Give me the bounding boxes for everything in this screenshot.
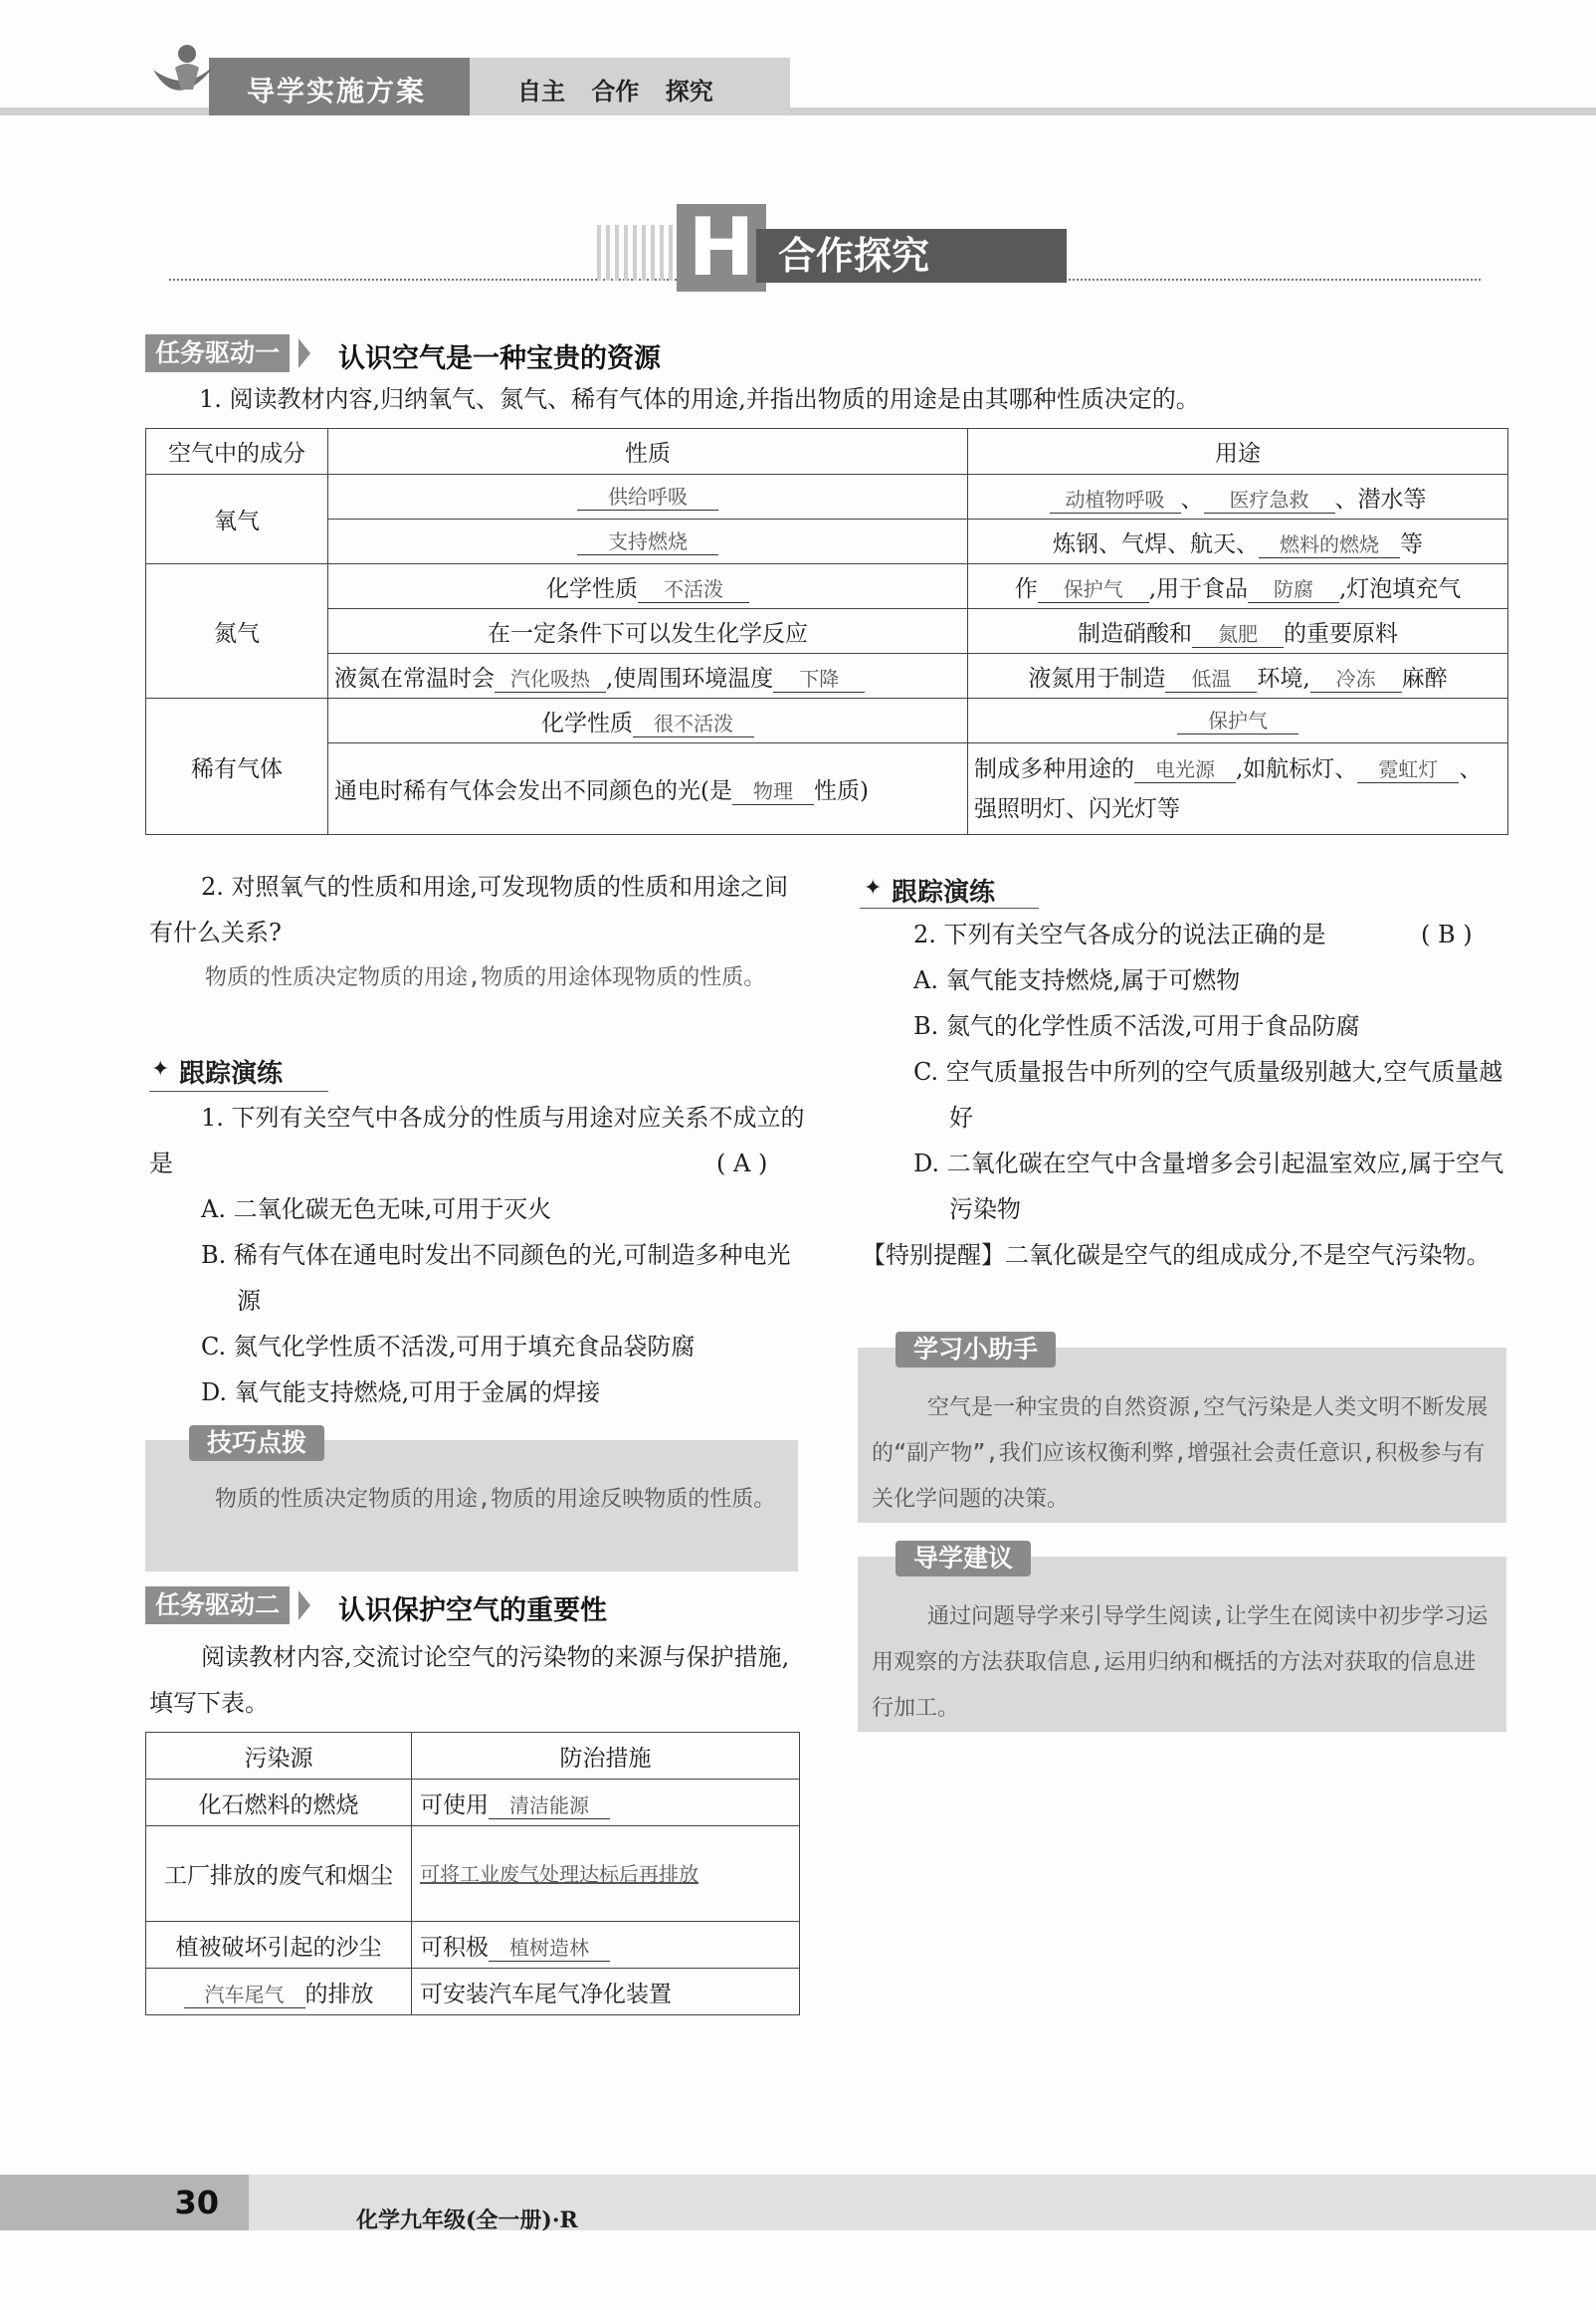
task-title-2: 认识保护空气的重要性 — [338, 1595, 607, 1626]
option: B. 稀有气体在通电时发出不同颜色的光,可制造多种电光源 — [201, 1241, 791, 1315]
task-title-1: 认识空气是一种宝贵的资源 — [338, 343, 661, 374]
task-arrow-icon — [299, 1590, 310, 1620]
answer-blank: 保护气 — [1038, 576, 1149, 603]
answer-blank: 植树造林 — [489, 1935, 610, 1962]
diamond-icon: ✦ — [864, 876, 883, 901]
table-cell — [968, 475, 1508, 520]
table-cell — [328, 520, 968, 564]
track-label-2: 跟踪演练 — [892, 878, 996, 908]
track-answer-2: ( B ) — [1421, 921, 1473, 948]
table-cell — [146, 1969, 412, 2015]
answer-blank: 汽车尾气 — [184, 1982, 305, 2008]
table-cell — [412, 1922, 800, 1969]
cell-text: 制造硝酸和 — [1078, 620, 1192, 647]
cell-text: 可使用 — [420, 1791, 489, 1818]
table-cell — [412, 1780, 800, 1826]
cell-text: 强照明灯、闪光灯等 — [974, 795, 1180, 822]
answer-blank: 燃料的燃烧 — [1259, 531, 1400, 558]
table-cell — [328, 475, 968, 520]
table-cell — [968, 654, 1508, 699]
answer-blank: 很不活泼 — [633, 711, 754, 737]
track-answer-1: ( A ) — [716, 1150, 768, 1177]
helper-text: 空气是一种宝贵的自然资源,空气污染是人类文明不断发展的“副产物”,我们应该权衡利弊,增强社会责任意识,积极参与有关化学问题的决策。 — [872, 1395, 1489, 1512]
table-cell — [328, 743, 968, 835]
cell-text: 的排放 — [304, 1981, 374, 2007]
logo-icon — [149, 40, 223, 115]
table-header: 性质 — [328, 429, 968, 475]
cell-text: 化学性质 — [541, 710, 633, 736]
helper-label: 学习小助手 — [896, 1332, 1056, 1367]
task2-intro: 阅读教材内容,交流讨论空气的污染物的来源与保护措施,填写下表。 — [149, 1643, 790, 1717]
cell-text: 液氮在常温时会 — [334, 665, 495, 692]
answer-blank: 动植物呼吸 — [1050, 487, 1181, 514]
cell-text: 可积极 — [420, 1934, 489, 1961]
cell-text: 、潜水等 — [1334, 486, 1427, 513]
question-1: 1. 阅读教材内容,归纳氧气、氮气、稀有气体的用途,并指出物质的用途是由其哪种性质决定的。 — [199, 385, 1200, 413]
cell-text: 环境, — [1257, 665, 1310, 692]
table-cell: 工厂排放的废气和烟尘 — [146, 1826, 412, 1922]
table-cell — [968, 564, 1508, 609]
option: A. 二氧化碳无色无味,可用于灭火 — [201, 1195, 552, 1223]
answer-blank: 霓虹灯 — [1357, 756, 1459, 783]
table-cell — [968, 699, 1508, 743]
option: C. 氮气化学性质不活泼,可用于填充食品袋防腐 — [201, 1333, 696, 1361]
table-cell: 化石燃料的燃烧 — [146, 1780, 412, 1826]
answer-blank: 医疗急救 — [1204, 487, 1335, 514]
table-cell — [328, 564, 968, 609]
cell-text: 制成多种用途的 — [974, 755, 1134, 782]
answer-blank: 保护气 — [1177, 708, 1298, 735]
table-cell — [968, 520, 1508, 564]
table-cell — [328, 654, 968, 699]
advice-label: 导学建议 — [896, 1541, 1031, 1576]
option: C. 空气质量报告中所列的空气质量级别越大,空气质量越好 — [913, 1058, 1503, 1132]
table-cell — [328, 699, 968, 743]
question-2: 2. 对照氧气的性质和用途,可发现物质的性质和用途之间有什么关系? — [149, 873, 789, 946]
answer-blank: 冷冻 — [1310, 666, 1402, 693]
option: D. 二氧化碳在空气中含量增多会引起温室效应,属于空气污染物 — [913, 1150, 1504, 1223]
track-question-2: 2. 下列有关空气各成分的说法正确的是 — [913, 921, 1326, 948]
header-subtitle: 自主 合作 探究 — [517, 78, 713, 105]
page-number: 30 — [0, 2175, 249, 2230]
cell-text: ,使周围环境温度 — [606, 665, 774, 692]
cell-text: ,灯泡填充气 — [1339, 575, 1462, 602]
header-title: 导学实施方案 — [247, 75, 427, 107]
cell-text: 液氮用于制造 — [1028, 665, 1166, 692]
cell-text: 、 — [1180, 486, 1204, 513]
answer-blank: 低温 — [1165, 666, 1257, 693]
air-components-table — [145, 428, 1508, 835]
answer-blank: 电光源 — [1134, 756, 1236, 783]
tip-label: 技巧点拨 — [189, 1425, 324, 1461]
table-cell: 可将工业废气处理达标后再排放 — [412, 1826, 800, 1922]
tip-text: 物质的性质决定物质的用途,物质的用途反映物质的性质。 — [215, 1487, 776, 1512]
row-label-noble-gas: 稀有气体 — [146, 699, 328, 835]
answer-blank: 支持燃烧 — [577, 528, 718, 555]
answer-blank: 不活泼 — [638, 576, 749, 603]
answer-blank: 供给呼吸 — [577, 484, 718, 511]
table-cell — [968, 609, 1508, 654]
task-arrow-icon — [299, 338, 310, 368]
cell-text: 通电时稀有气体会发出不同颜色的光(是 — [334, 778, 732, 804]
pollution-table — [145, 1732, 800, 2015]
table-cell: 植被破坏引起的沙尘 — [146, 1922, 412, 1969]
banner-stripes — [597, 225, 677, 281]
section-title: 合作探究 — [756, 229, 1067, 283]
table-cell — [968, 743, 1508, 835]
answer-blank: 防腐 — [1248, 576, 1339, 603]
banner-letter: H — [677, 204, 766, 292]
table-header: 污染源 — [146, 1733, 412, 1780]
answer-blank: 清洁能源 — [489, 1792, 610, 1819]
answer-blank: 物理 — [732, 778, 814, 805]
cell-text: 性质) — [813, 778, 869, 804]
option: B. 氮气的化学性质不活泼,可用于食品防腐 — [913, 1012, 1360, 1040]
track-label-1: 跟踪演练 — [179, 1059, 284, 1089]
table-header: 防治措施 — [412, 1733, 800, 1780]
task-tag-1: 任务驱动一 — [145, 334, 290, 372]
track-underline — [860, 908, 1039, 909]
cell-text: 麻醉 — [1401, 665, 1448, 692]
table-cell: 在一定条件下可以发生化学反应 — [328, 609, 968, 654]
option: A. 氧气能支持燃烧,属于可燃物 — [913, 966, 1241, 994]
table-cell: 可安装汽车尾气净化装置 — [412, 1969, 800, 2015]
cell-text: 等 — [1400, 530, 1423, 557]
cell-text: 炼钢、气焊、航天、 — [1053, 530, 1259, 557]
diamond-icon: ✦ — [151, 1057, 170, 1082]
question-2-answer: 物质的性质决定物质的用途,物质的用途体现物质的性质。 — [205, 965, 766, 990]
track-question-1: 1. 下列有关空气中各成分的性质与用途对应关系不成立的是 — [149, 1104, 805, 1177]
table-header: 空气中的成分 — [146, 429, 328, 475]
cell-text: 的重要原料 — [1284, 620, 1398, 647]
row-label-oxygen: 氧气 — [146, 475, 328, 564]
cell-text: ,如航标灯、 — [1236, 755, 1358, 782]
cell-text: 、 — [1459, 755, 1483, 782]
answer-blank: 下降 — [773, 666, 865, 693]
special-reminder: 【特别提醒】二氧化碳是空气的组成成分,不是空气污染物。 — [862, 1241, 1491, 1269]
cell-text: 作 — [1014, 575, 1038, 602]
answer-blank: 氮肥 — [1192, 621, 1284, 648]
table-header: 用途 — [968, 429, 1508, 475]
track-underline — [149, 1091, 328, 1092]
row-label-nitrogen: 氮气 — [146, 564, 328, 699]
book-title: 化学九年级(全一册)·R — [356, 2207, 578, 2233]
cell-text: ,用于食品 — [1148, 575, 1248, 602]
task-tag-2: 任务驱动二 — [145, 1586, 290, 1624]
advice-text: 通过问题导学来引导学生阅读,让学生在阅读中初步学习运用观察的方法获取信息,运用归纳和概括的方法对获取的信息进行加工。 — [872, 1604, 1489, 1721]
answer-blank: 汽化吸热 — [495, 666, 606, 693]
option: D. 氧气能支持燃烧,可用于金属的焊接 — [201, 1378, 601, 1406]
cell-text: 化学性质 — [546, 575, 638, 602]
